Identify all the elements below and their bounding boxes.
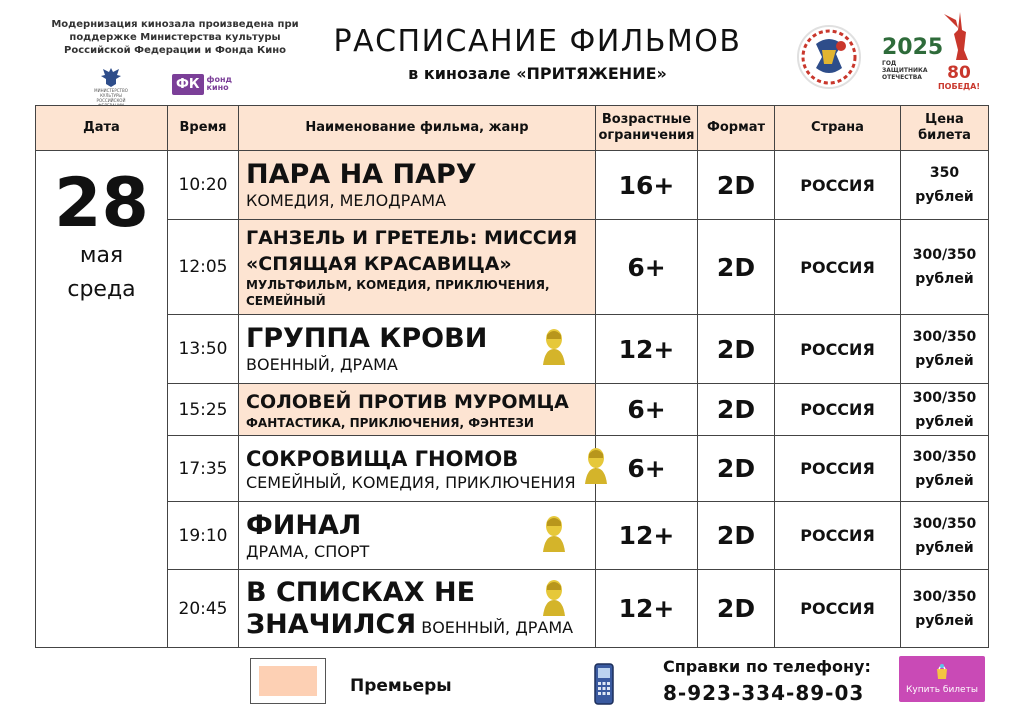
age-rating: 12+ (596, 502, 698, 570)
ticket-price (901, 220, 989, 315)
film-country: РОССИЯ (775, 315, 901, 384)
date-month: мая (79, 243, 124, 268)
column-header-country: Страна (775, 106, 901, 151)
price-value: 300/350 (912, 389, 977, 406)
session-time: 13:50 (168, 315, 239, 384)
film-cell (239, 384, 596, 436)
pushkin-card-icon (537, 578, 571, 618)
premiere-legend-swatch (250, 658, 326, 704)
phone-caption: Справки по телефону: (663, 657, 871, 676)
film-cell (239, 436, 596, 502)
ministry-logo (88, 66, 134, 103)
table-row (36, 502, 989, 570)
table-row (36, 220, 989, 315)
age-rating: 12+ (596, 570, 698, 648)
age-rating: 6+ (596, 220, 698, 315)
film-title-line2: «СПЯЩАЯ КРАСАВИЦА» (246, 253, 512, 275)
age-rating: 6+ (596, 436, 698, 502)
film-genre-line1: МУЛЬТФИЛЬМ, КОМЕДИЯ, ПРИКЛЮЧЕНИЯ, (246, 278, 550, 292)
film-country: РОССИЯ (775, 384, 901, 436)
ticket-price (901, 151, 989, 220)
film-country: РОССИЯ (775, 436, 901, 502)
double-eagle-icon (99, 66, 123, 88)
film-genre: ФАНТАСТИКА, ПРИКЛЮЧЕНИЯ, ФЭНТЕЗИ (246, 415, 534, 430)
victory-80-logo (936, 10, 982, 92)
film-format: 2D (698, 315, 775, 384)
price-unit: рублей (915, 271, 974, 287)
year-of-defender-logo (882, 35, 944, 81)
ministry-caption: МИНИСТЕРСТВО КУЛЬТУРЫ РОССИЙСКОЙ (94, 88, 128, 103)
price-unit: рублей (915, 189, 974, 205)
film-genre: ВОЕННЫЙ, ДРАМА (421, 617, 574, 637)
film-country: РОССИЯ (775, 151, 901, 220)
premiere-legend-color (259, 666, 317, 696)
fk-mark: ФК (172, 74, 204, 95)
column-header-price: Цена билета (901, 106, 989, 151)
price-unit: рублей (915, 413, 974, 430)
session-time: 17:35 (168, 436, 239, 502)
session-time: 15:25 (168, 384, 239, 436)
column-header-date: Дата (36, 106, 168, 151)
film-cell (239, 151, 596, 220)
price-value: 350 (929, 165, 960, 181)
film-format: 2D (698, 436, 775, 502)
date-weekday: среда (67, 277, 136, 302)
fk-text (207, 76, 232, 92)
ticket-price (901, 384, 989, 436)
film-cell (239, 220, 596, 315)
pushkin-card-icon (537, 514, 571, 554)
price-unit: рублей (915, 539, 974, 556)
age-rating: 12+ (596, 315, 698, 384)
buy-tickets-button[interactable] (899, 656, 985, 702)
film-title: ГРУППА КРОВИ (246, 323, 488, 354)
session-time: 20:45 (168, 570, 239, 648)
film-genre-line2: СЕМЕЙНЫЙ (246, 294, 326, 308)
table-row (36, 151, 989, 220)
price-value: 300/350 (912, 247, 977, 263)
table-row (36, 315, 989, 384)
price-value: 300/350 (912, 448, 977, 465)
page-title: РАСПИСАНИЕ ФИЛЬМОВ (333, 24, 742, 59)
film-country: РОССИЯ (775, 220, 901, 315)
table-header-row (36, 106, 989, 151)
price-value: 300/350 (912, 515, 977, 532)
age-rating: 16+ (596, 151, 698, 220)
film-genre: ДРАМА, СПОРТ (246, 541, 370, 561)
phone-number[interactable]: 8-923-334-89-03 (663, 681, 865, 705)
film-country: РОССИЯ (775, 570, 901, 648)
fond-kino-logo (172, 72, 232, 96)
session-time: 10:20 (168, 151, 239, 220)
victory-word: ПОБЕДА! (937, 82, 981, 91)
film-format: 2D (698, 570, 775, 648)
film-title-line2: ЗНАЧИЛСЯ (246, 608, 417, 640)
price-unit: рублей (915, 612, 974, 629)
pushkin-card-icon (579, 446, 613, 486)
column-header-film: Наименование фильма, жанр (239, 106, 596, 151)
film-title: СОКРОВИЩА ГНОМОВ (246, 446, 519, 471)
column-header-format: Формат (698, 106, 775, 151)
film-cell (239, 502, 596, 570)
table-row (36, 436, 989, 502)
column-header-time: Время (168, 106, 239, 151)
year-logo-number: 2025 (882, 35, 944, 60)
date-day: 28 (54, 164, 149, 243)
fk-text-line1: фонд (206, 75, 232, 84)
ticket-price (901, 502, 989, 570)
buy-tickets-label: Купить билеты (906, 685, 978, 695)
session-time: 12:05 (168, 220, 239, 315)
film-format: 2D (698, 502, 775, 570)
price-value: 300/350 (912, 588, 977, 605)
film-country: РОССИЯ (775, 502, 901, 570)
film-title: ПАРА НА ПАРУ (246, 159, 477, 190)
film-title: ФИНАЛ (246, 509, 362, 541)
film-format: 2D (698, 384, 775, 436)
price-unit: рублей (915, 353, 974, 369)
date-cell (36, 151, 168, 648)
table-row (36, 570, 989, 648)
column-header-age: Возрастные ограничения (596, 106, 698, 151)
film-cell (239, 570, 596, 648)
page-subtitle: в кинозале «ПРИТЯЖЕНИЕ» (408, 64, 667, 83)
film-cell (239, 315, 596, 384)
support-note: Модернизация кинозала произведена при поддержке Министерства культуры Российской Федерации и Фонда Кино (51, 19, 299, 56)
film-format: 2D (698, 220, 775, 315)
price-value: 300/350 (912, 329, 977, 345)
ticket-price (901, 570, 989, 648)
film-title: СОЛОВЕЙ ПРОТИВ МУРОМЦА (246, 390, 569, 413)
pushkin-card-icon (537, 327, 571, 367)
schedule-table (35, 105, 989, 648)
cinema-emblem-icon (796, 24, 862, 90)
victory-number: 80 (947, 63, 971, 83)
film-genre: СЕМЕЙНЫЙ, КОМЕДИЯ, ПРИКЛЮЧЕНИЯ (246, 472, 576, 492)
premiere-legend-label: Премьеры (350, 676, 452, 696)
age-rating: 6+ (596, 384, 698, 436)
film-genre: ВОЕННЫЙ, ДРАМА (246, 355, 398, 374)
price-unit: рублей (915, 472, 974, 489)
ticket-price (901, 436, 989, 502)
film-title-line1: ГАНЗЕЛЬ И ГРЕТЕЛЬ: МИССИЯ (246, 227, 578, 249)
film-genre: КОМЕДИЯ, МЕЛОДРАМА (246, 191, 447, 210)
fk-text-line2: кино (206, 83, 229, 92)
year-logo-caption: ГОД ЗАЩИТНИКА ОТЕЧЕСТВА (882, 60, 928, 81)
ticket-bag-icon (934, 662, 950, 680)
ticket-price (901, 315, 989, 384)
film-format: 2D (698, 151, 775, 220)
film-title-line1: В СПИСКАХ НЕ (246, 576, 476, 608)
phone-icon (592, 662, 616, 706)
session-time: 19:10 (168, 502, 239, 570)
table-row (36, 384, 989, 436)
